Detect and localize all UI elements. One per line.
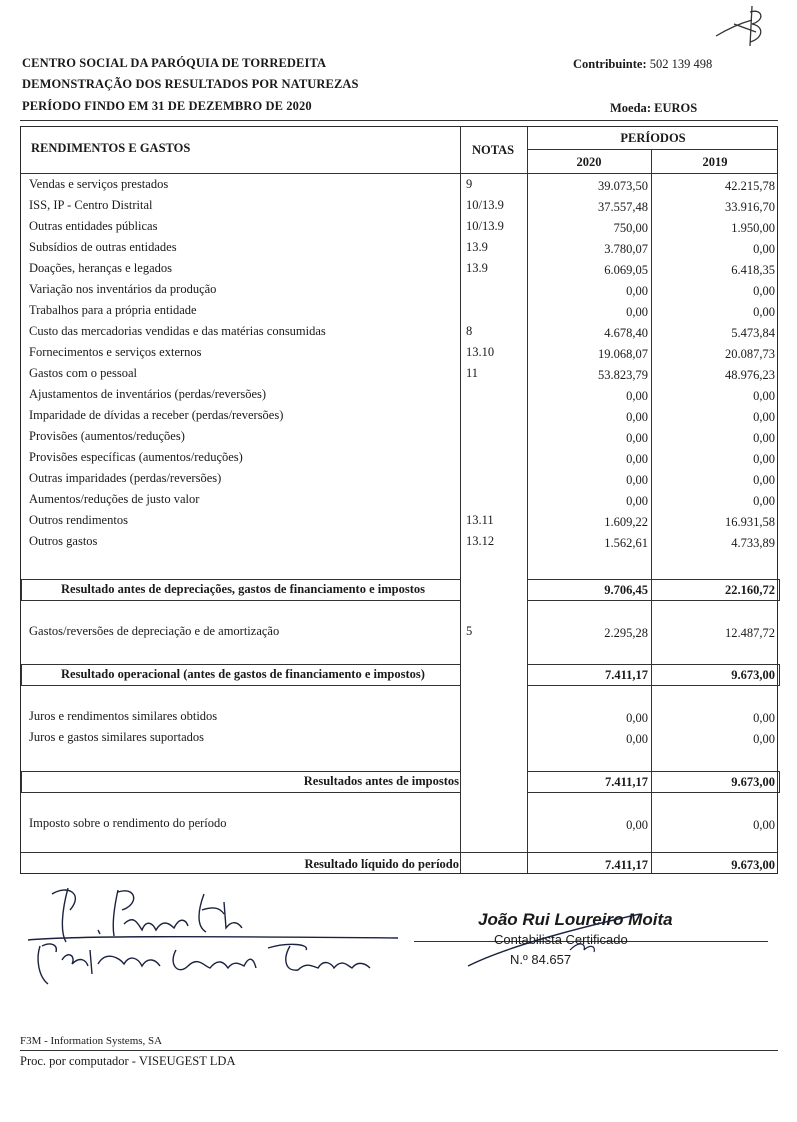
table-row (21, 303, 777, 324)
row-value-2019: 0,00 (753, 431, 775, 445)
operating-value-2019: 9.673,00 (731, 668, 775, 682)
interest-income-value-2020: 0,00 (626, 711, 648, 725)
row-nota: 11 (466, 366, 479, 380)
period-title: PERÍODO FINDO EM 31 DE DEZEMBRO DE 2020 (22, 99, 312, 113)
col-header-2020: 2020 (576, 155, 602, 169)
accountant-signature-stroke (460, 910, 660, 970)
col-header-2019: 2019 (702, 155, 728, 169)
entity-name: CENTRO SOCIAL DA PARÓQUIA DE TORREDEITA (22, 56, 327, 70)
value-tick (651, 179, 652, 188)
header-rule (20, 120, 778, 121)
row-nota: 8 (466, 324, 473, 338)
accountant-title: Contabilista Certificado (494, 932, 628, 947)
row-value-2019: 0,00 (753, 389, 775, 403)
row-nota: 13.10 (466, 345, 495, 359)
row-label: Fornecimentos e serviços externos (29, 345, 202, 359)
contribuinte-label: Contribuinte (573, 57, 643, 71)
row-value-2019: 0,00 (753, 305, 775, 319)
interest-income-value-2019: 0,00 (753, 711, 775, 725)
footer-rule (20, 1050, 778, 1051)
table-row (21, 492, 777, 513)
interest-expense-value-2019: 0,00 (753, 732, 775, 746)
row-value-2020: 1.609,22 (604, 515, 648, 529)
footer-software: F3M - Information Systems, SA (20, 1035, 163, 1047)
row-value-2019: 42.215,78 (725, 179, 775, 193)
row-value-2019: 0,00 (753, 452, 775, 466)
moeda-label: Moeda (610, 101, 647, 115)
row-label: Provisões específicas (aumentos/reduções) (29, 450, 243, 464)
table-row (21, 345, 777, 366)
row-value-2019: 16.931,58 (725, 515, 775, 529)
pretax-value-2020: 7.411,17 (604, 775, 648, 789)
col-header-label: RENDIMENTOS E GASTOS (31, 141, 191, 155)
row-value-2020: 1.562,61 (604, 536, 648, 550)
row-value-2020: 0,00 (626, 473, 648, 487)
header-bottom-line (21, 173, 777, 174)
row-label: Custo das mercadorias vendidas e das matérias consumidas (29, 324, 326, 338)
row-label: Outras entidades públicas (29, 219, 158, 233)
table-row (21, 450, 777, 471)
interest-expense-value-2020: 0,00 (626, 732, 648, 746)
row-value-2020: 3.780,07 (604, 242, 648, 256)
ebitda-divider (651, 579, 652, 601)
accountant-number: N.º 84.657 (510, 952, 572, 967)
row-value-2019: 0,00 (753, 494, 775, 508)
row-value-2020: 0,00 (626, 389, 648, 403)
row-nota: 9 (466, 177, 473, 191)
pretax-label: Resultados antes de impostos (303, 774, 459, 788)
depreciation-label: Gastos/reversões de depreciação e de amortização (29, 624, 280, 638)
row-value-2020: 4.678,40 (604, 326, 648, 340)
row-nota: 10/13.9 (466, 219, 504, 233)
table-row (21, 177, 777, 198)
interest-income-label: Juros e rendimentos similares obtidos (29, 709, 218, 723)
table-row (21, 198, 777, 219)
row-value-2019: 0,00 (753, 410, 775, 424)
row-value-2020: 0,00 (626, 452, 648, 466)
statement-title: DEMONSTRAÇÃO DOS RESULTADOS POR NATUREZAS (22, 77, 359, 91)
row-value-2020: 6.069,05 (604, 263, 648, 277)
footer-processed: Proc. por computador - VISEUGEST LDA (20, 1054, 236, 1068)
row-value-2019: 0,00 (753, 242, 775, 256)
row-label: Subsídios de outras entidades (29, 240, 177, 254)
row-value-2020: 37.557,48 (598, 200, 648, 214)
table-row (21, 324, 777, 345)
row-value-2019: 33.916,70 (725, 200, 775, 214)
row-nota: 13.12 (466, 534, 495, 548)
table-row (21, 387, 777, 408)
row-nota: 13.9 (466, 261, 488, 275)
row-value-2019: 1.950,00 (731, 221, 775, 235)
row-value-2020: 19.068,07 (598, 347, 648, 361)
interest-expense-label: Juros e gastos similares suportados (29, 730, 204, 744)
row-value-2019: 5.473,84 (731, 326, 775, 340)
table-row (21, 471, 777, 492)
row-label: Trabalhos para a própria entidade (29, 303, 197, 317)
row-label: Vendas e serviços prestados (29, 177, 169, 191)
row-label: Outras imparidades (perdas/reversões) (29, 471, 222, 485)
row-label: Imparidade de dívidas a receber (perdas/reversões) (29, 408, 284, 422)
net-top-line (21, 852, 777, 853)
row-nota: 13.9 (466, 240, 488, 254)
income-statement-table (20, 126, 778, 874)
net-value-2019: 9.673,00 (731, 858, 775, 872)
table-row (21, 282, 777, 303)
row-value-2019: 0,00 (753, 473, 775, 487)
row-value-2020: 0,00 (626, 410, 648, 424)
contribuinte: Contribuinte: 502 139 498 (573, 57, 713, 71)
row-value-2020: 0,00 (626, 494, 648, 508)
table-row (21, 408, 777, 429)
col-header-periodos: PERÍODOS (620, 131, 686, 145)
row-value-2020: 0,00 (626, 284, 648, 298)
pretax-value-2019: 9.673,00 (731, 775, 775, 789)
row-label: Outros gastos (29, 534, 98, 548)
row-value-2019: 6.418,35 (731, 263, 775, 277)
row-value-2020: 0,00 (626, 305, 648, 319)
moeda: Moeda: EUROS (610, 101, 698, 115)
row-label: Ajustamentos de inventários (perdas/reversões) (29, 387, 267, 401)
table-row (21, 261, 777, 282)
row-value-2020: 0,00 (626, 431, 648, 445)
ebitda-label: Resultado antes de depreciações, gastos de financiamento e impostos (61, 582, 425, 596)
row-value-2020: 53.823,79 (598, 368, 648, 382)
tax-label: Imposto sobre o rendimento do período (29, 816, 227, 830)
row-label: Gastos com o pessoal (29, 366, 137, 380)
row-label: Doações, heranças e legados (29, 261, 172, 275)
table-row (21, 534, 777, 555)
contribuinte-value: 502 139 498 (649, 57, 713, 71)
operating-value-2020: 7.411,17 (604, 668, 648, 682)
row-label: Outros rendimentos (29, 513, 128, 527)
tax-value-2019: 0,00 (753, 818, 775, 832)
table-row (21, 219, 777, 240)
depreciation-value-2019: 12.487,72 (725, 626, 775, 640)
tax-value-2020: 0,00 (626, 818, 648, 832)
operating-divider (651, 664, 652, 686)
operating-label: Resultado operacional (antes de gastos de financiamento e impostos) (61, 667, 425, 681)
row-value-2019: 48.976,23 (725, 368, 775, 382)
net-label: Resultado líquido do período (304, 857, 459, 871)
row-value-2019: 0,00 (753, 284, 775, 298)
row-label: Aumentos/reduções de justo valor (29, 492, 200, 506)
row-value-2020: 750,00 (613, 221, 648, 235)
row-label: Provisões (aumentos/reduções) (29, 429, 185, 443)
table-row (21, 513, 777, 534)
row-value-2020: 39.073,50 (598, 179, 648, 193)
ebitda-value-2019: 22.160,72 (725, 583, 775, 597)
row-label: ISS, IP - Centro Distrital (29, 198, 153, 212)
director-signatures (28, 880, 418, 990)
row-value-2019: 4.733,89 (731, 536, 775, 550)
row-nota: 10/13.9 (466, 198, 504, 212)
depreciation-nota: 5 (466, 624, 473, 638)
row-value-2019: 20.087,73 (725, 347, 775, 361)
depreciation-value-2020: 2.295,28 (604, 626, 648, 640)
table-row (21, 429, 777, 450)
accountant-name: João Rui Loureiro Moita (478, 910, 673, 929)
net-value-2020: 7.411,17 (604, 858, 648, 872)
initials-mark (712, 2, 772, 52)
table-row (21, 366, 777, 387)
pretax-divider (651, 771, 652, 793)
col-header-notas: NOTAS (472, 143, 515, 157)
ebitda-value-2020: 9.706,45 (604, 583, 648, 597)
table-row (21, 240, 777, 261)
moeda-value: EUROS (654, 101, 698, 115)
row-label: Variação nos inventários da produção (29, 282, 217, 296)
row-nota: 13.11 (466, 513, 494, 527)
periodos-underline (527, 149, 777, 150)
